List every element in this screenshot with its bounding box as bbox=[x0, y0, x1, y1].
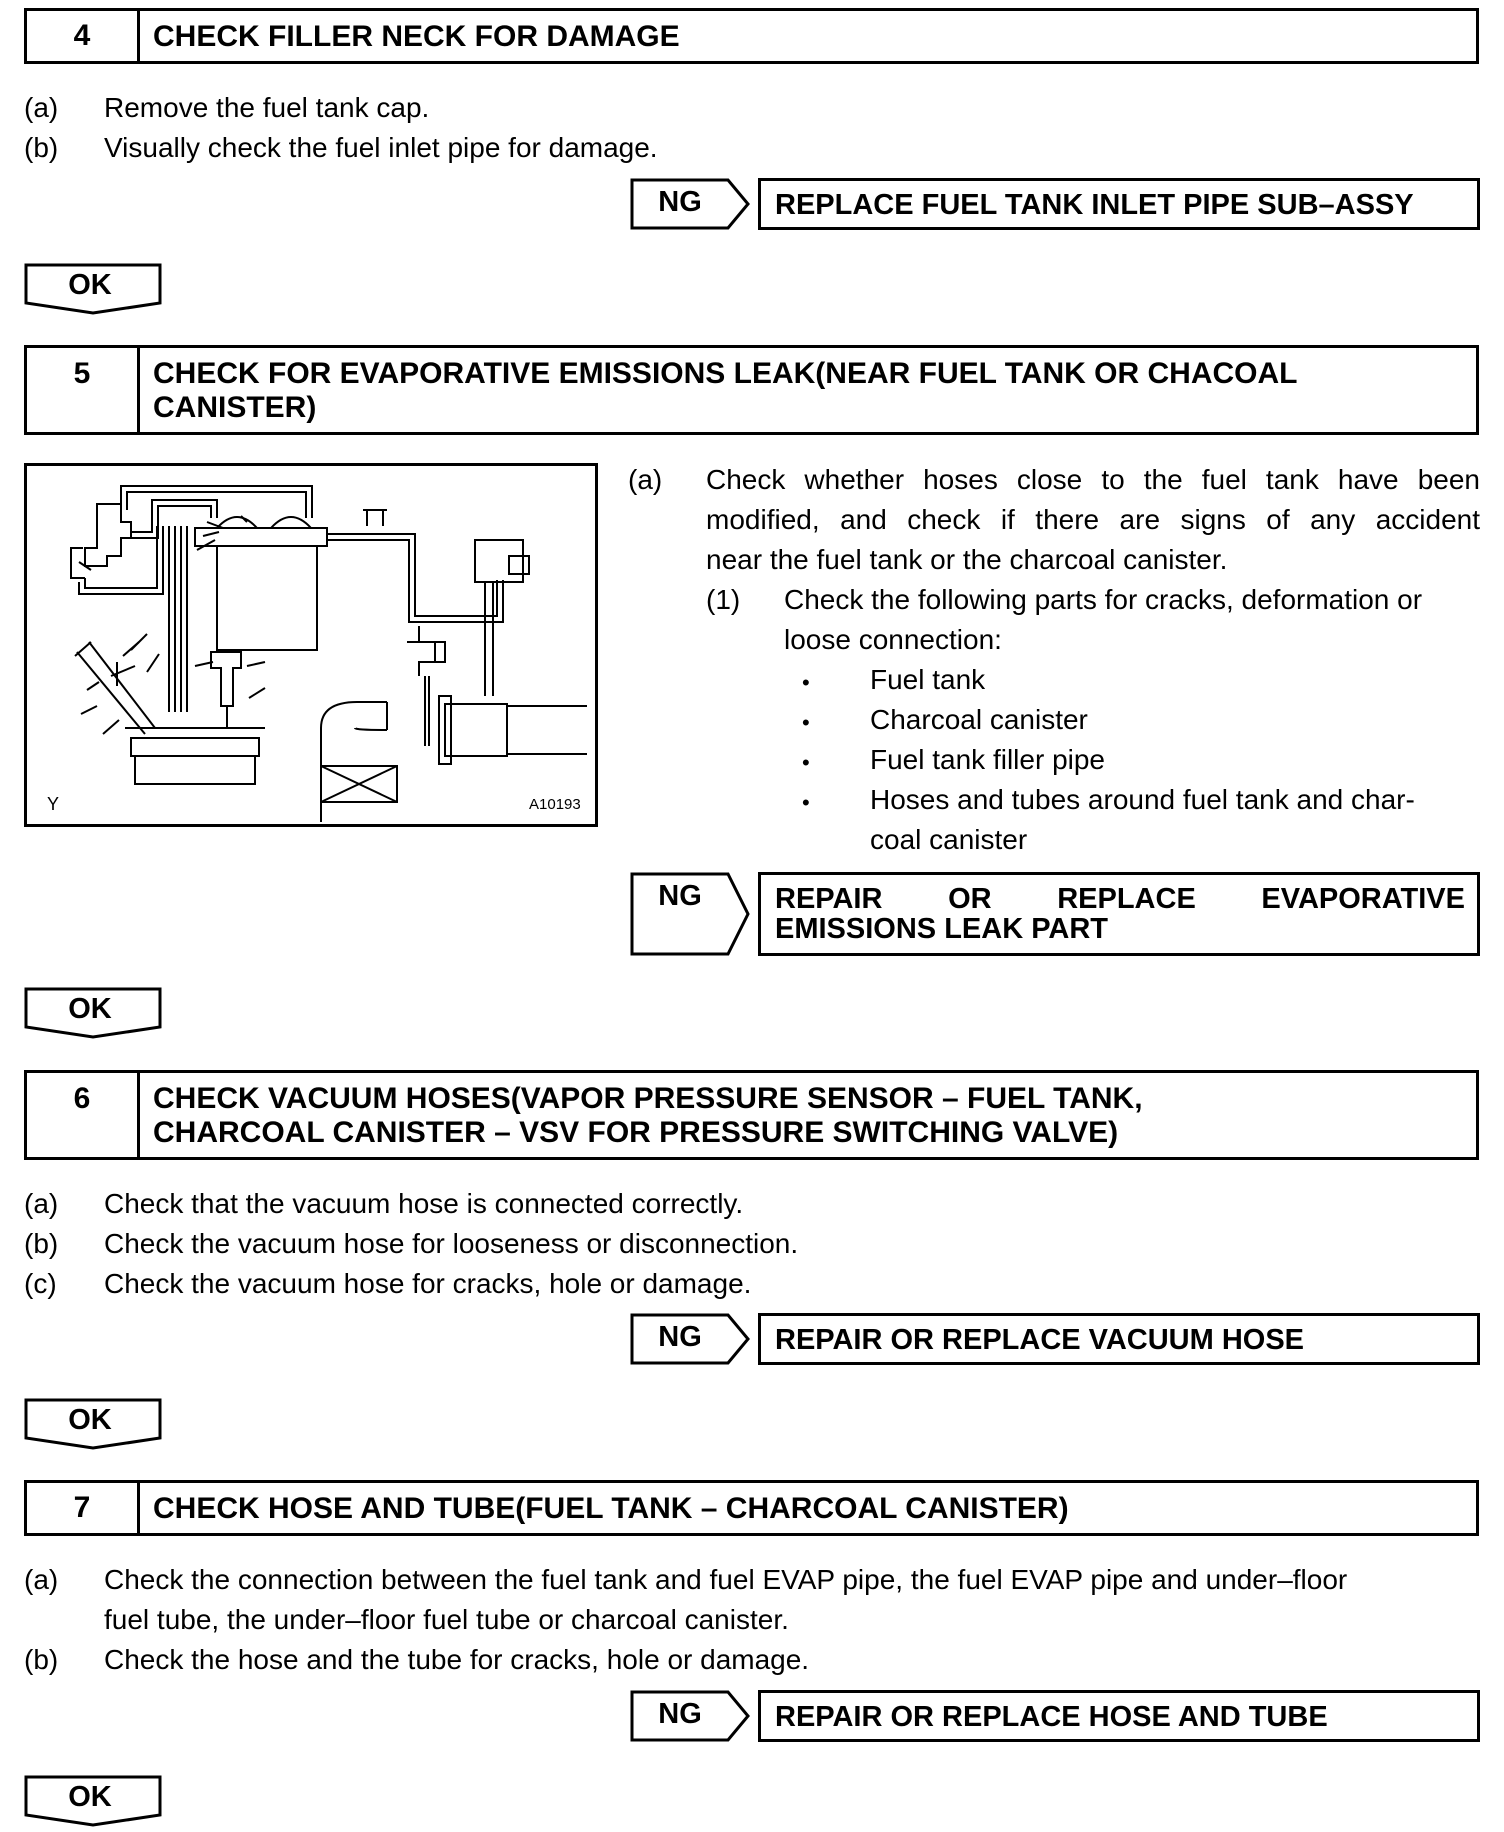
item-text-line: fuel tube, the under–floor fuel tube or charcoal canister. bbox=[104, 1604, 789, 1635]
step-number: 6 bbox=[27, 1073, 140, 1157]
item-label: (a) bbox=[24, 1188, 59, 1219]
part-item: Charcoal canister bbox=[870, 704, 1088, 735]
ng-tag bbox=[630, 178, 750, 230]
ng-tag bbox=[630, 1690, 750, 1742]
sub-item-label: (1) bbox=[706, 584, 741, 615]
ok-label: OK bbox=[68, 1404, 112, 1436]
item-text: Check the vacuum hose for cracks, hole or damage. bbox=[104, 1268, 752, 1299]
ng-action-box bbox=[758, 1690, 1480, 1742]
ok-tag bbox=[24, 987, 164, 1035]
sub-item-text-line: loose connection: bbox=[784, 624, 1002, 655]
ng-action-text-line: REPAIR OR REPLACE EVAPORATIVE bbox=[775, 883, 1465, 915]
ok-label: OK bbox=[68, 993, 112, 1025]
part-item: Fuel tank bbox=[870, 664, 986, 695]
item-text: Visually check the fuel inlet pipe for damage. bbox=[104, 132, 658, 163]
ok-tag bbox=[24, 1775, 164, 1823]
bullet-dot: • bbox=[802, 710, 810, 735]
item-label: (a) bbox=[24, 1564, 59, 1595]
item-label: (b) bbox=[24, 1644, 59, 1675]
item-text-line: modified, and check if there are signs of any accident bbox=[706, 504, 1480, 535]
item-text: Check the vacuum hose for looseness or disconnection. bbox=[104, 1228, 799, 1259]
bullet-dot: • bbox=[802, 750, 810, 775]
ng-action-text: REPLACE FUEL TANK INLET PIPE SUB–ASSY bbox=[775, 189, 1414, 221]
ng-action-text: REPAIR OR REPLACE VACUUM HOSE bbox=[775, 1324, 1305, 1356]
part-item: Fuel tank filler pipe bbox=[870, 744, 1106, 775]
ok-label: OK bbox=[68, 269, 112, 301]
item-label: (a) bbox=[628, 464, 663, 495]
item-label: (b) bbox=[24, 1228, 59, 1259]
ok-tag bbox=[24, 263, 164, 311]
ng-label: NG bbox=[658, 880, 702, 912]
ng-action-text: REPAIR OR REPLACE HOSE AND TUBE bbox=[775, 1701, 1328, 1733]
ng-tag bbox=[630, 1313, 750, 1365]
figure-corner-label: Y bbox=[47, 794, 60, 814]
item-text-line: Check whether hoses close to the fuel tank have been bbox=[706, 464, 1480, 495]
step-number: 7 bbox=[27, 1483, 140, 1533]
step-number: 4 bbox=[27, 11, 140, 61]
item-text: Remove the fuel tank cap. bbox=[104, 92, 430, 123]
sub-item-text-line: Check the following parts for cracks, deformation or bbox=[784, 584, 1423, 615]
item-text-line: Check the connection between the fuel tank and fuel EVAP pipe, the fuel EVAP pipe and under–floor bbox=[104, 1564, 1348, 1595]
step-title-line-2: CHARCOAL CANISTER – VSV FOR PRESSURE SWITCHING VALVE) bbox=[153, 1116, 1119, 1149]
part-item-continuation: coal canister bbox=[870, 824, 1028, 855]
item-text: Check the hose and the tube for cracks, hole or damage. bbox=[104, 1644, 810, 1675]
bullet-dot: • bbox=[802, 790, 810, 815]
step-title-line-1: CHECK FOR EVAPORATIVE EMISSIONS LEAK(NEAR FUEL TANK OR CHACOAL bbox=[153, 357, 1298, 390]
ng-tag bbox=[630, 872, 750, 956]
item-text-line: near the fuel tank or the charcoal canister. bbox=[706, 544, 1228, 575]
step-title: CHECK FILLER NECK FOR DAMAGE bbox=[153, 20, 680, 53]
evap-system-figure bbox=[24, 463, 598, 827]
ng-action-box bbox=[758, 872, 1480, 956]
item-label: (a) bbox=[24, 92, 59, 123]
step-title: CHECK HOSE AND TUBE(FUEL TANK – CHARCOAL CANISTER) bbox=[153, 1492, 1069, 1525]
step-6-header bbox=[24, 1070, 1479, 1160]
ng-action-text-line: EMISSIONS LEAK PART bbox=[775, 913, 1108, 945]
figure-id: A10193 bbox=[529, 796, 581, 813]
ng-label: NG bbox=[658, 1698, 702, 1730]
item-text: Check that the vacuum hose is connected correctly. bbox=[104, 1188, 744, 1219]
step-4-header bbox=[24, 8, 1479, 64]
ok-label: OK bbox=[68, 1781, 112, 1813]
ng-label: NG bbox=[658, 186, 702, 218]
step-7-header bbox=[24, 1480, 1479, 1536]
step-title-line-2: CANISTER) bbox=[153, 391, 317, 424]
step-number: 5 bbox=[27, 348, 140, 432]
ng-action-box bbox=[758, 178, 1480, 230]
ng-label: NG bbox=[658, 1321, 702, 1353]
part-item: Hoses and tubes around fuel tank and char- bbox=[870, 784, 1415, 815]
step-title-line-1: CHECK VACUUM HOSES(VAPOR PRESSURE SENSOR – FUEL TANK, bbox=[153, 1082, 1143, 1115]
item-label: (c) bbox=[24, 1268, 57, 1299]
step-5-header bbox=[24, 345, 1479, 435]
evap-system-diagram bbox=[27, 466, 595, 824]
item-label: (b) bbox=[24, 132, 59, 163]
ng-action-box bbox=[758, 1313, 1480, 1365]
ok-tag bbox=[24, 1398, 164, 1446]
bullet-dot: • bbox=[802, 670, 810, 695]
